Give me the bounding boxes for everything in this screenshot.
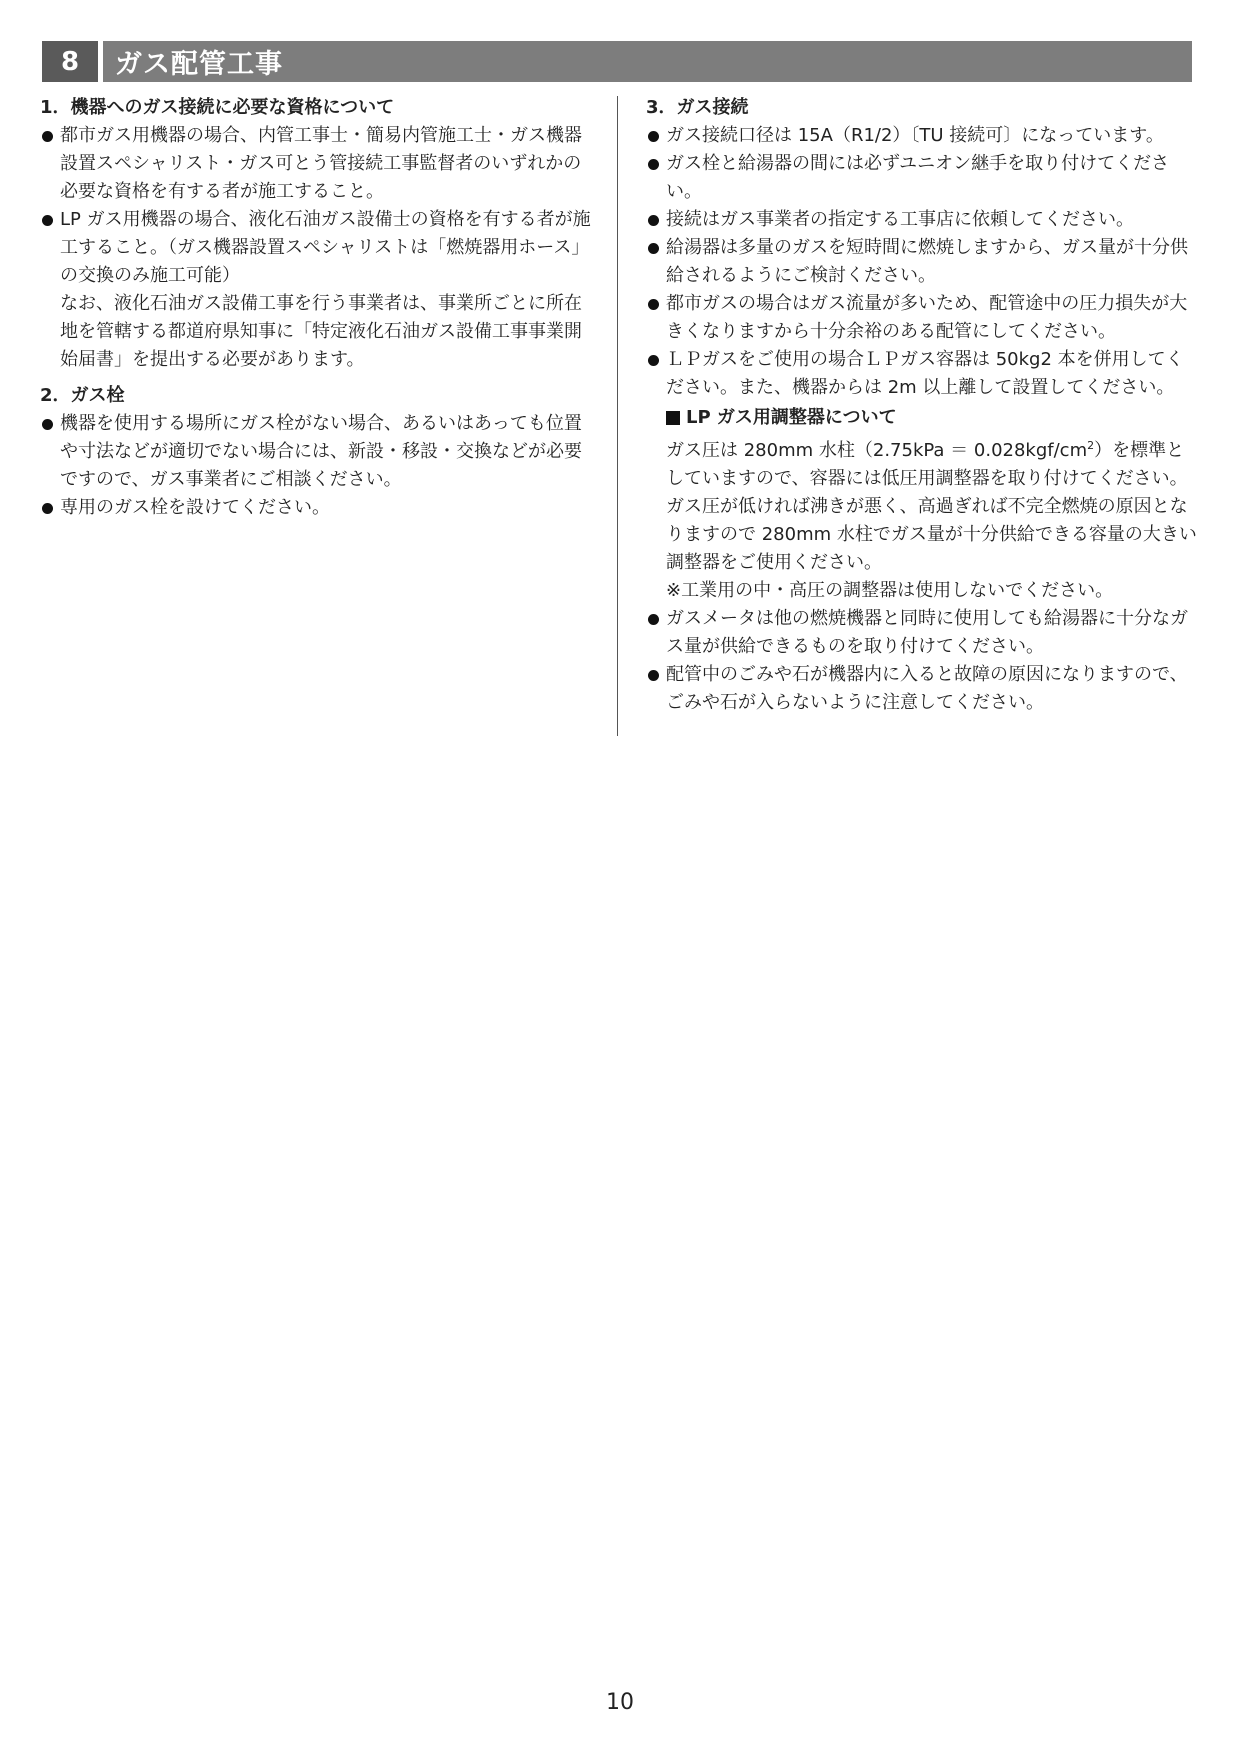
list-item: 接続はガス事業者の指定する工事店に依頼してください。 bbox=[646, 206, 1198, 234]
bullet-icon bbox=[42, 215, 53, 226]
right-column bbox=[646, 94, 1198, 717]
industrial-regulator-note: ※工業用の中・高圧の調整器は使用しないでください。 bbox=[666, 580, 1114, 601]
bullet-icon bbox=[648, 614, 659, 625]
bullet-icon bbox=[648, 159, 659, 170]
list-item: 機器を使用する場所にガス栓がない場合、あるいはあっても位置や寸法などが適切でない場合には、新設・移設・交換などが必要ですので、ガス事業者にご相談ください。 bbox=[40, 410, 592, 494]
heading-gas-connection: 3．ガス接続 bbox=[646, 97, 749, 118]
list-item: 専用のガス栓を設けてください。 bbox=[40, 494, 592, 522]
bullet-icon bbox=[648, 355, 659, 366]
list-item: 配管中のごみや石が機器内に入ると故障の原因になりますので、ごみや石が入らないように注意してください。 bbox=[646, 661, 1198, 717]
list-item: LP ガス用機器の場合、液化石油ガス設備士の資格を有する者が施工すること。（ガス機器設置スペシャリストは「燃焼器用ホース」の交換のみ施工可能） bbox=[40, 206, 592, 290]
bullet-icon bbox=[648, 131, 659, 142]
list-item: ガス栓と給湯器の間には必ずユニオン継手を取り付けてください。 bbox=[646, 150, 1198, 206]
bullet-icon bbox=[42, 419, 53, 430]
bullet-icon bbox=[648, 670, 659, 681]
bullet-icon bbox=[648, 243, 659, 254]
list-item: 都市ガスの場合はガス流量が多いため、配管途中の圧力損失が大きくなりますから十分余裕のある配管にしてください。 bbox=[646, 290, 1198, 346]
page-number: 10 bbox=[606, 1690, 634, 1715]
list-item: 都市ガス用機器の場合、内管工事士・簡易内管施工士・ガス機器設置スペシャリスト・ガス可とう管接続工事監督者のいずれかの必要な資格を有する者が施工すること。 bbox=[40, 122, 592, 206]
section-header bbox=[42, 41, 1192, 82]
section-number: 8 bbox=[42, 41, 103, 82]
section-title: ガス配管工事 bbox=[115, 49, 283, 80]
bullet-icon bbox=[42, 503, 53, 514]
lp-regulator-text: ガス圧は 280mm 水柱$(2.75kPa = 0.028kgf/cm^2)$を標準としていますので、容器には低圧用調整器を取り付けてください。ガス圧が低ければ沸きが悪く、高過ぎれば不完全燃焼の原因となりますので 280mm 水柱でガス量が十分供給できる容量の大きい調整器をご使用ください。 bbox=[666, 439, 1197, 573]
column-divider bbox=[617, 96, 618, 736]
lp-regulator-heading: LP ガス用調整器について bbox=[666, 404, 1198, 432]
bullet-icon bbox=[42, 131, 53, 142]
heading-gas-valve: 2．ガス栓 bbox=[40, 385, 125, 406]
list-item: ガスメータは他の燃焼機器と同時に使用しても給湯器に十分なガス量が供給できるものを取り付けてください。 bbox=[646, 605, 1198, 661]
square-bullet-icon bbox=[666, 411, 680, 425]
note-paragraph: なお、液化石油ガス設備工事を行う事業者は、事業所ごとに所在地を管轄する都道府県知事に「特定液化石油ガス設備工事事業開始届書」を提出する必要があります。 bbox=[60, 293, 582, 370]
heading-qualifications: 1．機器へのガス接続に必要な資格について bbox=[40, 97, 395, 118]
bullet-icon bbox=[648, 299, 659, 310]
list-item: ガス接続口径は 15A（R1/2）〔TU 接続可〕になっています。 bbox=[646, 122, 1198, 150]
list-item: 給湯器は多量のガスを短時間に燃焼しますから、ガス量が十分供給されるようにご検討ください。 bbox=[646, 234, 1198, 290]
list-item: ＬＰガスをご使用の場合ＬＰガス容器は 50kg2 本を併用してください。また、機器からは 2m 以上離して設置してください。 bbox=[646, 346, 1198, 402]
bullet-icon bbox=[648, 215, 659, 226]
left-column bbox=[40, 94, 592, 522]
